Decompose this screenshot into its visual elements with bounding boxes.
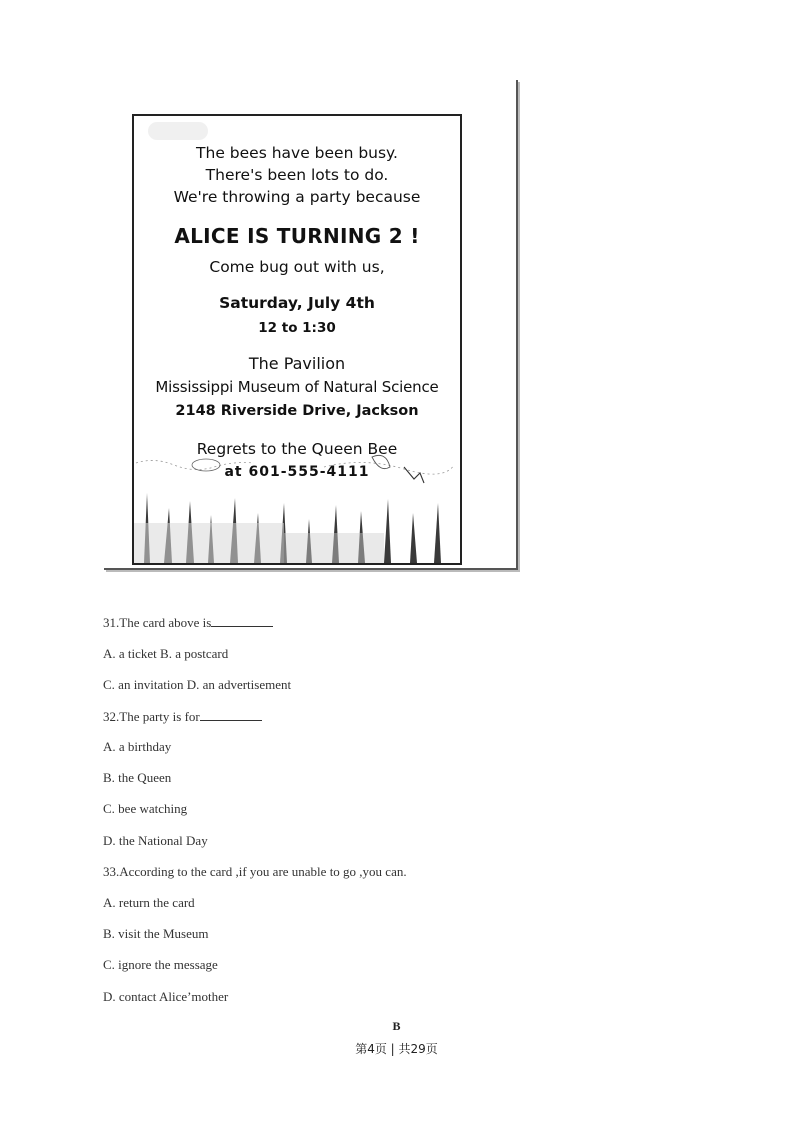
option-line: D. contact Alice’mother <box>103 989 229 1004</box>
option-line: C. an invitation D. an advertisement <box>103 677 292 692</box>
answer-blank <box>211 614 273 627</box>
option-line: A. a birthday <box>103 739 172 754</box>
card-time: 12 to 1:30 <box>258 320 336 336</box>
question-31-stem <box>103 614 273 631</box>
option-line: C. bee watching <box>103 801 188 816</box>
card-line-5: Come bug out with us, <box>209 258 385 276</box>
option-line: A. a ticket B. a postcard <box>103 646 229 661</box>
card-date: Saturday, July 4th <box>219 294 375 312</box>
option-line: A. return the card <box>103 895 195 910</box>
option-line: C. ignore the message <box>103 957 218 972</box>
card-museum: Mississippi Museum of Natural Science <box>155 378 439 396</box>
option-line: B. the Queen <box>103 770 172 785</box>
card-line-3: We're throwing a party because <box>173 188 421 206</box>
question-33-stem: 33.According to the card ,if you are unable to go ,you can. <box>103 864 407 879</box>
card-regrets: Regrets to the Queen Bee <box>196 440 398 458</box>
option-line: B. visit the Museum <box>103 926 209 941</box>
grass-decoration <box>134 453 460 563</box>
card-address: 2148 Riverside Drive, Jackson <box>175 403 419 419</box>
card-phone: at 601-555-4111 <box>224 464 370 480</box>
card-headline: ALICE IS TURNING 2 ! <box>174 224 420 248</box>
page-footer: 第4页 | 共29页 <box>355 1042 438 1056</box>
smudge-mark <box>148 122 208 140</box>
section-b-heading: B <box>392 1019 401 1033</box>
answer-blank <box>200 708 262 721</box>
question-text: 32.The party is for <box>103 709 200 724</box>
card-line-2: There's been lots to do. <box>205 166 389 184</box>
invitation-photo <box>104 80 518 570</box>
question-text: 31.The card above is <box>103 615 212 630</box>
question-32-stem <box>103 708 262 725</box>
option-line: D. the National Day <box>103 833 208 848</box>
card-venue: The Pavilion <box>248 354 346 373</box>
card-line-1: The bees have been busy. <box>196 144 398 162</box>
invitation-card <box>132 114 462 565</box>
